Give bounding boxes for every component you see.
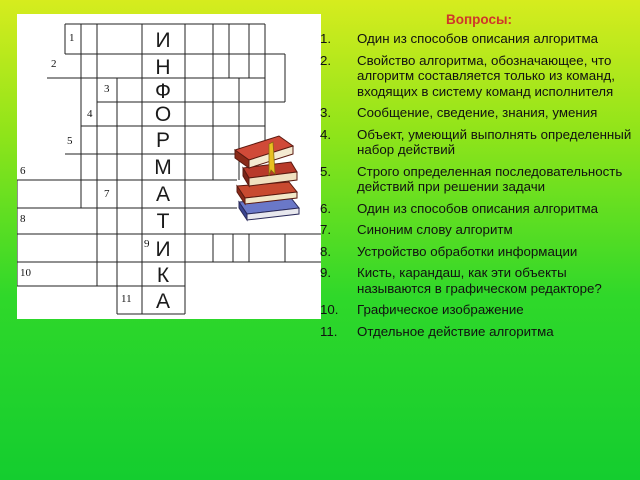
question-item [320, 164, 638, 195]
question-item [320, 222, 638, 238]
clue-number-5: 5 [67, 135, 73, 147]
question-item [320, 201, 638, 217]
question-number: 8. [320, 243, 332, 259]
clue-number-8: 8 [20, 213, 26, 225]
question-number: 4. [320, 126, 332, 142]
clue-number-11: 11 [121, 293, 132, 305]
question-number: 7. [320, 222, 332, 237]
question-item [320, 324, 638, 340]
question-number: 3. [320, 105, 332, 120]
questions-panel [320, 12, 638, 345]
question-item [320, 127, 638, 158]
books-icon [233, 128, 305, 224]
question-text: Отдельное действие алгоритма [357, 323, 554, 339]
question-item [320, 31, 638, 47]
key-letter-7: А [155, 183, 171, 206]
key-letter-2: Н [155, 56, 171, 79]
key-letter-10: К [156, 264, 170, 287]
question-item [320, 105, 638, 121]
question-text: Графическое изображение [357, 302, 524, 317]
key-letter-1: И [155, 29, 171, 52]
question-text: Кисть, карандаш, как эти объекты называются в графическом редакторе? [357, 265, 602, 296]
question-number: 2. [320, 52, 332, 68]
question-text: Свойство алгоритма, обозначающее, что алгоритм составляется только из команд, входящих в систему команд исполнителя [357, 52, 615, 99]
questions-list [320, 31, 638, 339]
question-item [320, 302, 638, 318]
question-number: 9. [320, 265, 332, 280]
key-letter-6: М [154, 156, 172, 179]
question-text: Строго определенная последовательность действий при решении задачи [357, 163, 623, 194]
question-number: 5. [320, 163, 332, 179]
question-text: Синоним слову алгоритм [357, 222, 513, 237]
question-number: 11. [320, 323, 338, 339]
question-text: Устройство обработки информации [357, 243, 578, 259]
clue-number-7: 7 [104, 188, 110, 200]
question-number: 6. [320, 200, 332, 216]
clue-number-10: 10 [20, 267, 31, 279]
key-letter-3: Ф [155, 80, 171, 103]
clue-number-1: 1 [69, 32, 75, 44]
question-number: 1. [320, 31, 332, 46]
clue-number-6: 6 [20, 165, 26, 177]
question-text: Один из способов описания алгоритма [357, 200, 598, 216]
question-text: Объект, умеющий выполнять определенный набор действий [357, 126, 632, 157]
key-letter-11: А [155, 290, 171, 313]
key-letter-9: И [155, 238, 171, 261]
question-text: Сообщение, сведение, знания, умения [357, 105, 598, 120]
clue-number-9: 9 [144, 238, 150, 250]
question-text: Один из способов описания алгоритма [357, 31, 598, 46]
clue-number-4: 4 [87, 108, 93, 120]
clue-number-2: 2 [51, 58, 57, 70]
question-item [320, 53, 638, 100]
clue-number-3: 3 [104, 83, 110, 95]
key-letter-8: Т [156, 210, 170, 233]
key-letter-5: Р [155, 129, 171, 152]
question-number: 10. [320, 302, 339, 317]
question-item [320, 244, 638, 260]
question-item [320, 265, 638, 296]
questions-heading: Вопросы: [446, 12, 512, 27]
key-letter-4: О [154, 103, 172, 126]
